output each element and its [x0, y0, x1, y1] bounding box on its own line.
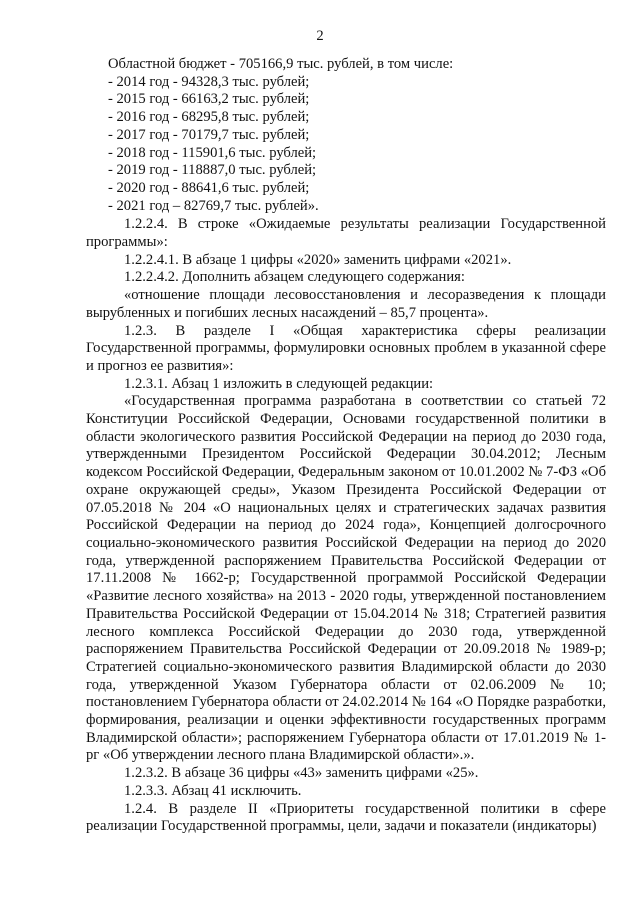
paragraph-1-2-2-4-1: 1.2.2.4.1. В абзаце 1 цифры «2020» заменить цифрами «2021». [124, 251, 512, 268]
budget-year-item: - 2020 год - 88641,6 тыс. рублей; [108, 179, 310, 196]
paragraph-1-2-3-2: 1.2.3.2. В абзаце 36 цифры «43» заменить цифрами «25». [124, 765, 479, 782]
paragraph-1-2-2-4: 1.2.2.4. В строке «Ожидаемые результаты реализации Государственной программы»: [86, 216, 606, 251]
budget-year-item: - 2016 год - 68295,8 тыс. рублей; [108, 109, 310, 126]
paragraph-1-2-3-1: 1.2.3.1. Абзац 1 изложить в следующей редакции: [124, 375, 434, 392]
paragraph-1-2-2-4-2: 1.2.2.4.2. Дополнить абзацем следующего содержания: [124, 269, 465, 286]
budget-year-item: - 2014 год - 94328,3 тыс. рублей; [108, 73, 310, 90]
page-number: 2 [316, 28, 324, 44]
document-body [86, 56, 606, 836]
budget-year-item: - 2015 год - 66163,2 тыс. рублей; [108, 91, 310, 108]
budget-year-item: - 2018 год - 115901,6 тыс. рублей; [108, 144, 317, 161]
budget-year-item: - 2019 год - 118887,0 тыс. рублей; [108, 162, 317, 179]
budget-year-item: - 2017 год - 70179,7 тыс. рублей; [108, 126, 310, 143]
quote-paragraph-reforestation: «отношение площади лесовосстановления и лесоразведения к площади вырубленных и погибших лесных насаждений – 85,7 процента». [86, 287, 606, 321]
paragraph-1-2-4: 1.2.4. В разделе II «Приоритеты государственной политики в сфере реализации Государственной программы, цели, задачи и показатели (индикаторы) [86, 800, 606, 835]
budget-block [86, 56, 606, 215]
budget-intro: Областной бюджет - 705166,9 тыс. рублей, в том числе: [108, 56, 454, 72]
budget-year-item: - 2021 год – 82769,7 тыс. рублей». [108, 197, 319, 214]
quote-paragraph-program-basis: «Государственная программа разработана в соответствии со статьей 72 Конституции Российской Федерации, Основами государственной политики в области экологического развития Российской Федерации на период до 2030 года, утвержденными Президентом Российской Федерации 30.04.2012; Лесным кодексом Российской Федерации, Федеральным законом от 10.01.2002 № 7-ФЗ «Об охране окружающей среды», Указом Президента Российской Федерации от 07.05.2018 № 204 «О национальных целях и стратегических задачах развития Российской Федерации на период до 2024 года», Концепцией долгосрочного социально-экономического развития Российской Федерации на период до 2020 года, утвержденной распоряжением Правительства Российской Федерации от 17.11.2008 № 1662-р; Государственной программой Российской Федерации «Развитие лесного хозяйства» на 2013 - 2020 годы, утвержденной постановлением Правительства Российской Федерации от 15.04.2014 № 318; Стратегией развития лесного комплекса Российской Федерации до 2030 года, утвержденной распоряжением Правительства Российской Федерации от 20.09.2018 № 1989-р; Стратегией социально-экономического развития Владимирской области до 2030 года, утвержденной Указом Губернатора области от 02.06.2009 № 10; постановлением Губернатора области от 24.02.2014 № 164 «О Порядке разработки, формирования, реализации и оценки эффективности государственных программ Владимирской области»; распоряжением Губернатора области от 17.01.2019 № 1-рг «Об утверждении лесного плана Владимирской области».». [86, 393, 606, 764]
paragraph-1-2-3-3: 1.2.3.3. Абзац 41 исключить. [124, 782, 302, 799]
paragraph-1-2-3: 1.2.3. В разделе I «Общая характеристика сферы реализации Государственной программы, формулировки основных проблем в указанной сфере и прогноз ее развития»: [86, 322, 606, 374]
budget-year-list [108, 74, 606, 216]
